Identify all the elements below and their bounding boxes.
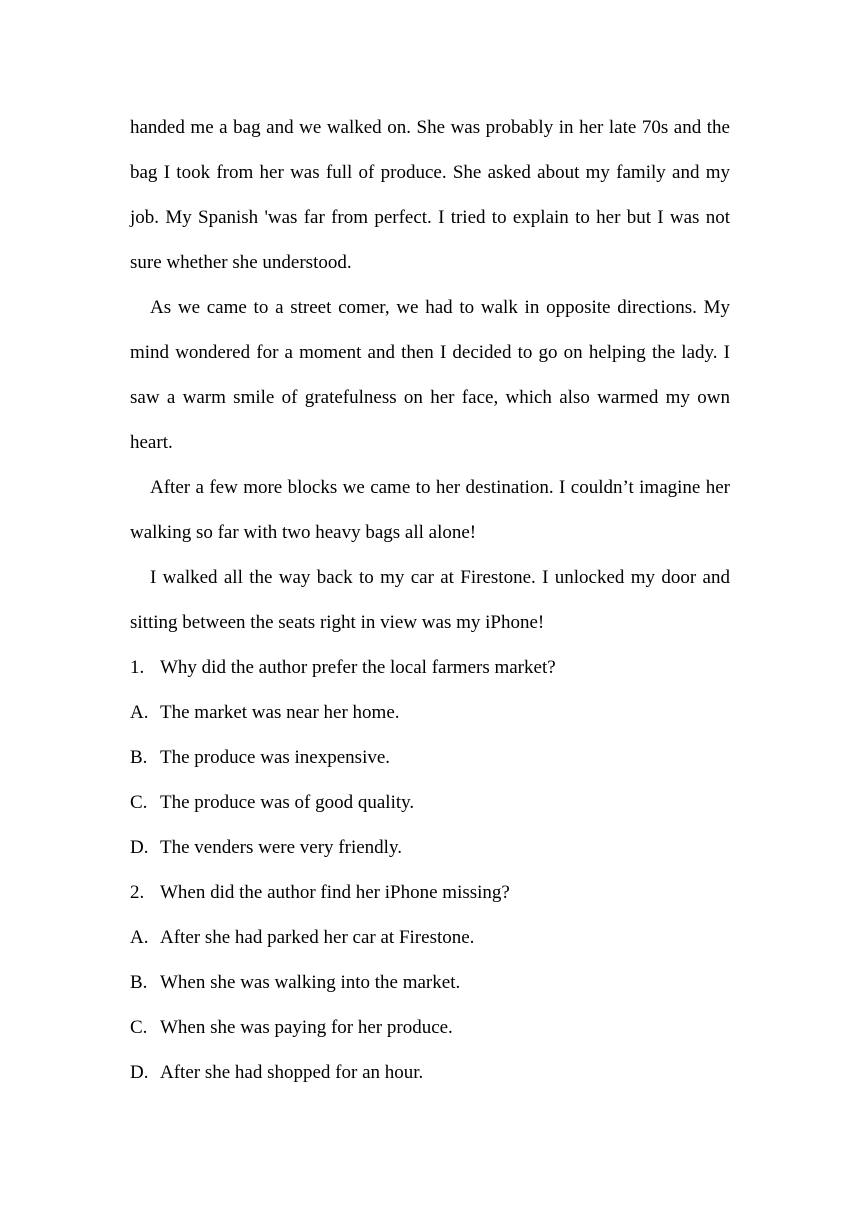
option-letter: D. bbox=[130, 1062, 149, 1083]
question-stem bbox=[130, 645, 730, 690]
option-text: The produce was inexpensive. bbox=[160, 747, 391, 768]
answer-option bbox=[130, 780, 730, 825]
question-text: Why did the author prefer the local farmers market? bbox=[160, 657, 556, 678]
option-letter: B. bbox=[130, 972, 148, 993]
option-letter: D. bbox=[130, 837, 149, 858]
option-text: After she had shopped for an hour. bbox=[160, 1062, 424, 1083]
question-stem bbox=[130, 870, 730, 915]
passage-paragraph: As we came to a street comer, we had to walk in opposite directions. My mind wondered for a moment and then I decided to go on helping the lady. I saw a warm smile of gratefulness on her face, which also warmed my own heart. bbox=[130, 297, 730, 453]
passage-paragraph: handed me a bag and we walked on. She was probably in her late 70s and the bag I took from her was full of produce. She asked about my family and my job. My Spanish 'was far from perfect. I tried to explain to her but I was not sure whether she understood. bbox=[130, 117, 730, 273]
option-text: When she was walking into the market. bbox=[160, 972, 461, 993]
option-text: After she had parked her car at Firestone. bbox=[160, 927, 475, 948]
question-1 bbox=[130, 645, 730, 870]
passage-paragraph: I walked all the way back to my car at Firestone. I unlocked my door and sitting between the seats right in view was my iPhone! bbox=[130, 567, 730, 633]
option-text: The market was near her home. bbox=[160, 702, 400, 723]
option-letter: C. bbox=[130, 1017, 148, 1038]
question-2 bbox=[130, 870, 730, 1095]
option-text: The venders were very friendly. bbox=[160, 837, 402, 858]
option-text: The produce was of good quality. bbox=[160, 792, 415, 813]
question-number: 2. bbox=[130, 882, 145, 903]
option-letter: A. bbox=[130, 927, 149, 948]
passage-paragraph: After a few more blocks we came to her destination. I couldn’t imagine her walking so far with two heavy bags all alone! bbox=[130, 477, 730, 543]
option-letter: A. bbox=[130, 702, 149, 723]
answer-option bbox=[130, 1005, 730, 1050]
option-letter: C. bbox=[130, 792, 148, 813]
answer-option bbox=[130, 1050, 730, 1095]
answer-option bbox=[130, 960, 730, 1005]
document-page bbox=[130, 105, 730, 1095]
question-number: 1. bbox=[130, 657, 145, 678]
answer-option bbox=[130, 735, 730, 780]
answer-option bbox=[130, 825, 730, 870]
answer-option bbox=[130, 690, 730, 735]
option-text: When she was paying for her produce. bbox=[160, 1017, 453, 1038]
option-letter: B. bbox=[130, 747, 148, 768]
question-text: When did the author find her iPhone missing? bbox=[160, 882, 510, 903]
answer-option bbox=[130, 915, 730, 960]
